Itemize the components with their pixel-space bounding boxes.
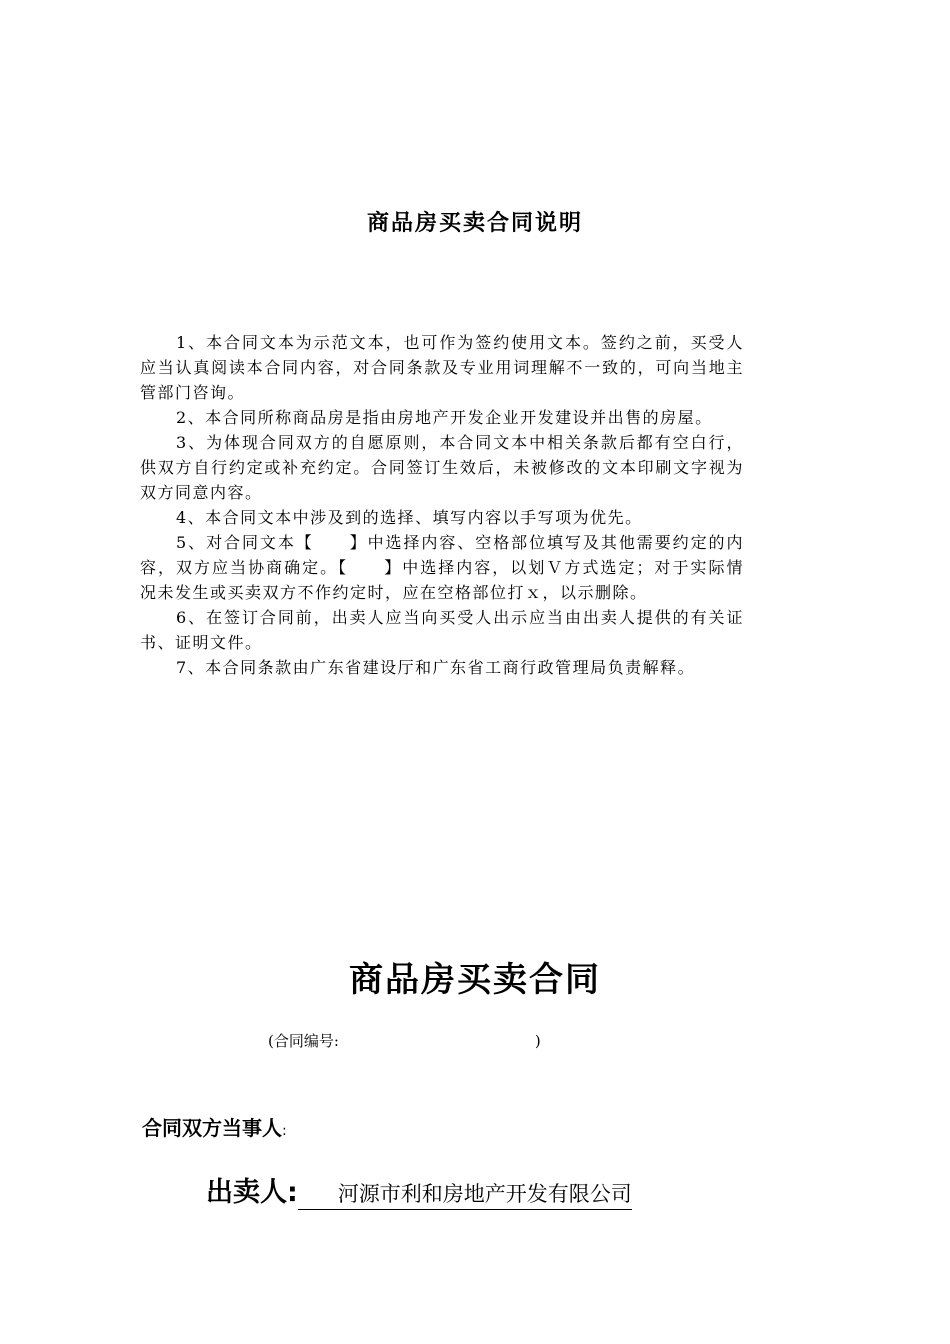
note-item-4: 4、本合同文本中涉及到的选择、填写内容以手写项为优先。 bbox=[176, 508, 643, 527]
seller-row bbox=[206, 1170, 632, 1210]
note-item-1: 1、本合同文本为示范文本，也可作为签约使用文本。签约之前，买受人应当认真阅读本合同内容，对合同条款及专业用词理解不一致的，可向当地主管部门咨询。 bbox=[140, 333, 744, 402]
contract-title: 商品房买卖合同 bbox=[349, 960, 601, 1000]
parties-heading-colon: : bbox=[282, 1123, 287, 1139]
note-item-7: 7、本合同条款由广东省建设厅和广东省工商行政管理局负责解释。 bbox=[176, 658, 696, 677]
seller-name: 河源市利和房地产开发有限公司 bbox=[298, 1181, 632, 1210]
explanation-title: 商品房买卖合同说明 bbox=[366, 211, 583, 236]
contract-number-close: ) bbox=[534, 1032, 541, 1050]
contract-number bbox=[268, 1030, 541, 1051]
seller-label: 出卖人: bbox=[206, 1177, 298, 1208]
note-item-2: 2、本合同所称商品房是指由房地产开发企业开发建设并出售的房屋。 bbox=[176, 408, 713, 427]
parties-heading-text: 合同双方当事人 bbox=[142, 1116, 282, 1140]
contract-number-label: (合同编号: bbox=[268, 1032, 339, 1050]
explanation-notes bbox=[140, 330, 744, 680]
note-item-5: 5、对合同文本【 】中选择内容、空格部位填写及其他需要约定的内容，双方应当协商确定。【 】中选择内容，以划Ｖ方式选定；对于实际情况未发生或买卖双方不作约定时，应在空格部位打ｘ，以示删除。 bbox=[140, 533, 744, 602]
parties-heading bbox=[142, 1112, 287, 1141]
note-item-3: 3、为体现合同双方的自愿原则，本合同文本中相关条款后都有空白行，供双方自行约定或补充约定。合同签订生效后，未被修改的文本印刷文字视为双方同意内容。 bbox=[140, 433, 744, 502]
note-item-6: 6、在签订合同前，出卖人应当向买受人出示应当由出卖人提供的有关证书、证明文件。 bbox=[140, 608, 744, 652]
